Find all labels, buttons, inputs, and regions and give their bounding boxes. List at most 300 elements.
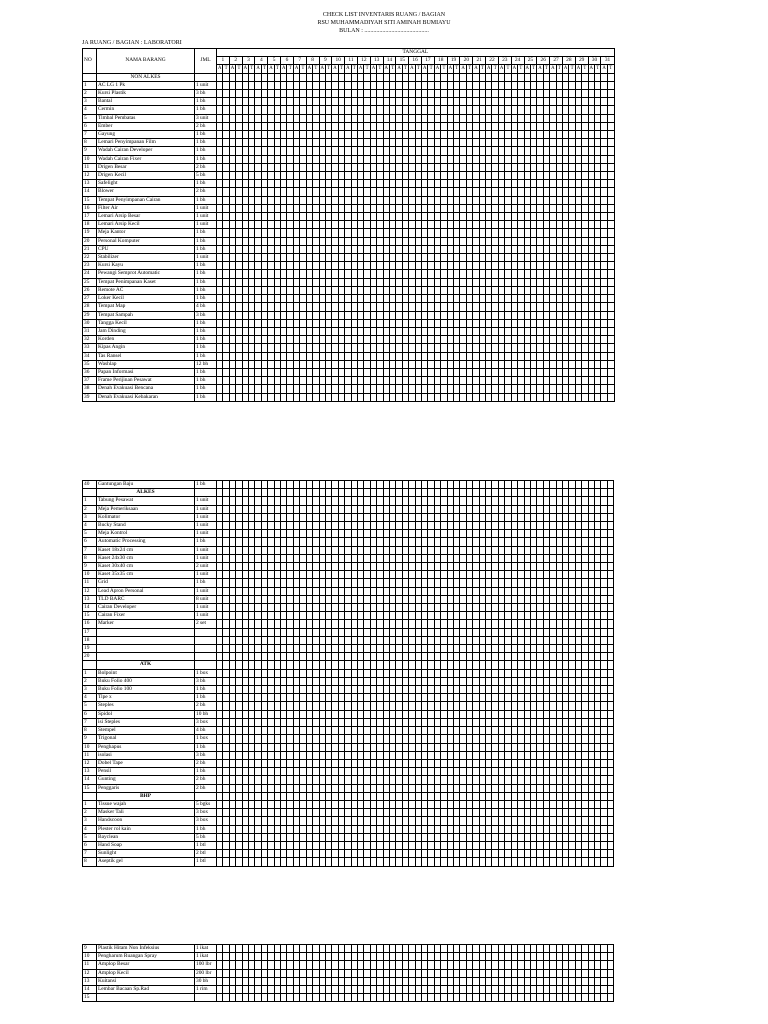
col-a-label: A	[282, 66, 286, 72]
item-qty: 1 unit	[195, 612, 217, 620]
col-t-label: T	[275, 66, 279, 72]
day-number: 3	[242, 57, 255, 65]
item-name: Stempel	[97, 727, 195, 735]
item-row	[83, 163, 615, 171]
item-name: Drigen Besar	[97, 163, 195, 171]
item-qty: 1 bh	[195, 180, 217, 188]
col-t-label: T	[596, 66, 600, 72]
item-name: Pewangi Semprot Automatic	[97, 270, 195, 278]
item-name	[97, 645, 195, 653]
check-cell[interactable]	[607, 620, 613, 628]
item-qty: 2 bh	[195, 163, 217, 171]
item-no: 11	[83, 163, 97, 171]
item-qty: 1 box	[195, 669, 217, 677]
check-cell[interactable]	[607, 213, 614, 221]
item-name	[97, 636, 195, 644]
item-qty: 3 bh	[195, 751, 217, 759]
item-no: 9	[83, 147, 97, 155]
check-cell[interactable]	[607, 710, 613, 718]
col-tanggal-header: TANGGAL	[217, 49, 615, 57]
item-row	[83, 595, 614, 603]
item-qty: 1 unit	[195, 587, 217, 595]
item-no: 6	[83, 122, 97, 130]
check-cell[interactable]	[607, 393, 614, 401]
item-name: Meja Pemeriksaan	[97, 505, 195, 513]
item-name: Kaset 18x24 cm	[97, 546, 195, 554]
check-cell[interactable]	[607, 286, 614, 294]
check-cell[interactable]	[607, 303, 614, 311]
item-row	[83, 554, 614, 562]
item-qty: 1 bh	[195, 352, 217, 360]
check-cell[interactable]	[607, 147, 614, 155]
item-no: 3	[83, 98, 97, 106]
section-qty-cell	[195, 661, 217, 669]
item-qty: 2 unit	[195, 563, 217, 571]
item-qty: 1 bh	[195, 393, 217, 401]
item-qty: 2 bh	[195, 122, 217, 130]
col-a-label: A	[525, 66, 529, 72]
check-cell[interactable]	[607, 221, 614, 229]
section-row	[83, 73, 615, 81]
item-name: Kolimator	[97, 513, 195, 521]
col-no-header: NO	[83, 49, 97, 74]
check-cell[interactable]	[607, 98, 614, 106]
item-qty: 1 unit	[195, 604, 217, 612]
check-cell[interactable]	[607, 278, 614, 286]
check-cell[interactable]	[607, 131, 614, 139]
item-row	[83, 587, 614, 595]
item-qty: 3 bh	[195, 677, 217, 685]
section-no-cell	[83, 489, 97, 497]
item-no: 19	[83, 229, 97, 237]
item-name: Bucky Stand	[97, 522, 195, 530]
item-name: Kaset 35x35 cm	[97, 571, 195, 579]
item-row	[83, 546, 614, 554]
check-cell[interactable]	[607, 727, 613, 735]
col-a-label: A	[487, 66, 491, 72]
col-t-label: T	[404, 66, 407, 72]
check-cell[interactable]	[607, 163, 614, 171]
item-no: 20	[83, 237, 97, 245]
check-cell[interactable]	[607, 368, 614, 376]
item-no: 29	[83, 311, 97, 319]
item-no: 24	[83, 270, 97, 278]
col-a-label: A	[499, 66, 504, 72]
check-cell[interactable]	[607, 245, 614, 253]
check-cell[interactable]	[607, 114, 614, 122]
item-name: Drigen Kecil	[97, 172, 195, 180]
section-row	[83, 661, 614, 669]
item-row	[83, 229, 615, 237]
item-name: Marker	[97, 620, 195, 628]
item-no: 1	[83, 497, 97, 505]
col-t-label: T	[378, 66, 382, 72]
col-t-label: T	[224, 66, 228, 72]
check-cell[interactable]	[607, 155, 614, 163]
item-no: 4	[83, 106, 97, 114]
item-qty: 1 bh	[195, 686, 217, 694]
item-qty: 1 bh	[195, 336, 217, 344]
check-cell[interactable]	[607, 254, 614, 262]
item-row	[83, 563, 614, 571]
item-row	[83, 751, 614, 759]
item-no: 37	[83, 377, 97, 385]
item-row	[83, 710, 614, 718]
check-cell[interactable]	[607, 489, 613, 497]
item-no: 39	[83, 393, 97, 401]
item-row	[83, 114, 615, 122]
item-no: 20	[83, 653, 97, 661]
item-qty: 1 box	[195, 735, 217, 743]
col-a-label: A	[371, 66, 376, 72]
item-qty: 1 bh	[195, 743, 217, 751]
item-row	[83, 530, 614, 538]
col-t-label: T	[519, 66, 523, 72]
check-cell[interactable]	[607, 530, 613, 538]
item-row	[83, 245, 615, 253]
item-row	[83, 645, 614, 653]
check-cell[interactable]	[607, 360, 614, 368]
item-qty: 1 bh	[195, 139, 217, 147]
item-no: 6	[83, 538, 97, 546]
item-name: Meja Kontrol	[97, 530, 195, 538]
check-cell[interactable]	[607, 262, 614, 270]
item-no: 14	[83, 188, 97, 196]
item-row	[83, 188, 615, 196]
item-no: 2	[83, 90, 97, 98]
check-cell[interactable]	[607, 686, 613, 694]
col-a-label: A	[243, 66, 248, 72]
col-a-label: A	[217, 66, 222, 72]
item-no: 33	[83, 344, 97, 352]
item-row	[83, 481, 614, 489]
item-qty: 2 bh	[195, 188, 217, 196]
check-cell[interactable]	[607, 702, 613, 710]
col-a-label: A	[294, 66, 299, 72]
check-cell[interactable]	[607, 735, 613, 743]
check-cell[interactable]	[607, 188, 614, 196]
item-qty: 1 unit	[195, 221, 217, 229]
item-row	[83, 213, 615, 221]
item-name: Tempat Penyimpanan Cairan	[97, 196, 195, 204]
item-name: Cairan Developer	[97, 604, 195, 612]
item-no: 12	[83, 587, 97, 595]
item-qty: 3 box	[195, 718, 217, 726]
day-number: 27	[550, 57, 563, 65]
item-name: isolasi	[97, 751, 195, 759]
item-row	[83, 147, 615, 155]
day-number: 14	[383, 57, 396, 65]
day-number: 26	[537, 57, 550, 65]
check-cell[interactable]	[607, 653, 613, 661]
item-name: Spidol	[97, 710, 195, 718]
item-qty: 1 bh	[195, 237, 217, 245]
col-a-label: A	[602, 66, 606, 72]
item-name: Tangga Kecil	[97, 319, 195, 327]
col-a-label: A	[512, 66, 517, 72]
check-cell[interactable]	[607, 196, 614, 204]
item-row	[83, 694, 614, 702]
item-no: 38	[83, 385, 97, 393]
section-no-cell	[83, 661, 97, 669]
check-cell[interactable]	[607, 743, 613, 751]
check-cell[interactable]	[607, 661, 613, 669]
item-qty: 1 bh	[195, 385, 217, 393]
item-qty: 1 bh	[195, 538, 217, 546]
section-no-cell	[83, 73, 97, 81]
check-cell[interactable]	[607, 122, 614, 130]
col-t-label: T	[339, 66, 343, 72]
check-cell[interactable]	[607, 270, 614, 278]
check-cell[interactable]	[607, 229, 614, 237]
item-row	[83, 172, 615, 180]
item-name: Kursi Kayu	[97, 262, 195, 270]
item-qty: 2 bh	[195, 702, 217, 710]
check-cell[interactable]	[607, 522, 613, 530]
item-qty: 1 bh	[195, 262, 217, 270]
check-cell[interactable]	[607, 352, 614, 360]
header-row	[83, 49, 615, 57]
col-t-label: T	[493, 66, 497, 72]
check-cell[interactable]	[607, 645, 613, 653]
check-cell[interactable]	[607, 377, 614, 385]
item-name: Lemari Arsip Besar	[97, 213, 195, 221]
col-t-label: T	[532, 66, 536, 72]
item-row	[83, 352, 615, 360]
check-cell[interactable]	[607, 106, 614, 114]
day-number: 12	[357, 57, 370, 65]
check-cell[interactable]	[607, 73, 614, 81]
item-no: 32	[83, 336, 97, 344]
check-cell[interactable]	[607, 604, 613, 612]
item-name: Lemari Arsip Kecil	[97, 221, 195, 229]
item-no: 5	[83, 530, 97, 538]
item-no: 9	[83, 735, 97, 743]
check-cell[interactable]	[607, 587, 613, 595]
item-qty: 1 bh	[195, 131, 217, 139]
unit-label: JA RUANG / BAGIAN : LABORATORI	[82, 40, 182, 46]
day-number: 16	[409, 57, 422, 65]
item-qty: 2 bh	[195, 759, 217, 767]
item-no: 13	[83, 180, 97, 188]
check-cell[interactable]	[607, 319, 614, 327]
item-name: Blower	[97, 188, 195, 196]
item-qty: 1 unit	[195, 522, 217, 530]
item-qty: 1 bh	[195, 106, 217, 114]
item-row	[83, 513, 614, 521]
item-row	[83, 344, 615, 352]
day-number: 19	[447, 57, 460, 65]
day-number: 23	[498, 57, 511, 65]
check-cell[interactable]	[607, 180, 614, 188]
col-t-label: T	[416, 66, 420, 72]
check-cell[interactable]	[607, 505, 613, 513]
check-cell[interactable]	[607, 751, 613, 759]
check-cell[interactable]	[607, 554, 613, 562]
col-t-label: T	[327, 66, 331, 72]
item-no: 12	[83, 172, 97, 180]
item-no: 35	[83, 360, 97, 368]
check-cell[interactable]	[607, 563, 613, 571]
check-cell[interactable]	[607, 628, 613, 636]
section-qty-cell	[195, 489, 217, 497]
col-t-label: T	[429, 66, 433, 72]
check-cell[interactable]	[607, 204, 614, 212]
item-qty	[195, 636, 217, 644]
item-row	[83, 612, 614, 620]
col-t-label: T	[609, 66, 613, 72]
check-cell[interactable]	[607, 172, 614, 180]
col-a-label: A	[551, 66, 555, 72]
col-a-label: A	[397, 66, 401, 72]
item-row	[83, 686, 614, 694]
item-qty: 1 bh	[195, 147, 217, 155]
item-row	[83, 131, 615, 139]
item-qty: 1 unit	[195, 554, 217, 562]
item-row	[83, 254, 615, 262]
col-a-label: A	[576, 66, 581, 72]
check-cell[interactable]	[607, 538, 613, 546]
item-qty: 1 bh	[195, 694, 217, 702]
item-row	[83, 106, 615, 114]
col-t-label: T	[391, 66, 395, 72]
item-qty: 1 bh	[195, 270, 217, 278]
item-no: 40	[83, 481, 97, 489]
item-name: Safelight	[97, 180, 195, 188]
item-name: Tempat Sampah	[97, 311, 195, 319]
item-name: Remote AC	[97, 286, 195, 294]
day-number: 28	[562, 57, 575, 65]
item-no: 19	[83, 645, 97, 653]
item-name: Denah Evakuasi Kebakaran	[97, 393, 195, 401]
item-name: Automatic Processing	[97, 538, 195, 546]
item-no: 5	[83, 114, 97, 122]
check-cell[interactable]	[607, 669, 613, 677]
section-qty-cell	[195, 73, 217, 81]
item-qty	[195, 628, 217, 636]
col-t-label: T	[557, 66, 561, 72]
check-cell[interactable]	[607, 311, 614, 319]
item-row	[83, 604, 614, 612]
day-number: 10	[332, 57, 345, 65]
item-row	[83, 336, 615, 344]
item-no: 11	[83, 751, 97, 759]
check-cell[interactable]	[607, 81, 614, 89]
hospital-name: RSU MUHAMMADIYAH SITI AMINAH BUMIAYU	[317, 20, 451, 26]
check-cell[interactable]	[607, 546, 613, 554]
item-row	[83, 368, 615, 376]
check-cell[interactable]	[607, 595, 613, 603]
item-name: Grid	[97, 579, 195, 587]
day-number: 24	[511, 57, 524, 65]
check-cell[interactable]	[607, 327, 614, 335]
item-qty: 1 bh	[195, 344, 217, 352]
item-no: 36	[83, 368, 97, 376]
item-no: 2	[83, 505, 97, 513]
item-row	[83, 311, 615, 319]
col-a-label: A	[474, 66, 478, 72]
item-qty: 1 unit	[195, 530, 217, 538]
item-no: 10	[83, 155, 97, 163]
item-row	[83, 98, 615, 106]
inventory-table-part-1	[82, 48, 615, 402]
item-row	[83, 139, 615, 147]
item-no: 16	[83, 620, 97, 628]
item-qty: 5 bh	[195, 172, 217, 180]
item-no: 16	[83, 204, 97, 212]
check-cell[interactable]	[607, 237, 614, 245]
item-no: 17	[83, 213, 97, 221]
col-a-label: A	[333, 66, 337, 72]
col-t-label: T	[352, 66, 356, 72]
check-cell[interactable]	[607, 90, 614, 98]
item-row	[83, 303, 615, 311]
item-no: 8	[83, 554, 97, 562]
check-cell[interactable]	[607, 295, 614, 303]
item-qty: 1 bh	[195, 579, 217, 587]
item-no: 7	[83, 546, 97, 554]
item-name	[97, 653, 195, 661]
item-row	[83, 286, 615, 294]
col-a-label: A	[538, 66, 542, 72]
item-qty: 1 bh	[195, 377, 217, 385]
item-no: 34	[83, 352, 97, 360]
check-cell[interactable]	[607, 481, 613, 489]
item-row	[83, 155, 615, 163]
check-cell[interactable]	[607, 694, 613, 702]
day-number: 4	[255, 57, 268, 65]
check-cell[interactable]	[607, 612, 613, 620]
col-name-header: NAMA BARANG	[97, 49, 195, 74]
check-cell[interactable]	[607, 718, 613, 726]
item-name: Ember	[97, 122, 195, 130]
item-qty	[195, 645, 217, 653]
item-row	[83, 122, 615, 130]
check-cell[interactable]	[607, 513, 613, 521]
item-no: 2	[83, 677, 97, 685]
item-row	[83, 90, 615, 98]
check-cell[interactable]	[607, 336, 614, 344]
check-cell[interactable]	[607, 385, 614, 393]
check-cell[interactable]	[607, 636, 613, 644]
day-number: 6	[281, 57, 294, 65]
check-cell[interactable]	[607, 579, 613, 587]
item-row	[83, 727, 614, 735]
col-a-label: A	[358, 66, 363, 72]
check-cell[interactable]	[607, 497, 613, 505]
item-no: 4	[83, 694, 97, 702]
item-name	[97, 628, 195, 636]
item-no: 6	[83, 710, 97, 718]
check-cell[interactable]	[607, 344, 614, 352]
check-cell[interactable]	[607, 677, 613, 685]
item-qty: 1 bh	[195, 286, 217, 294]
item-qty: 1 unit	[195, 254, 217, 262]
item-qty	[195, 653, 217, 661]
item-row	[83, 743, 614, 751]
item-qty: 1 bh	[195, 319, 217, 327]
day-number: 21	[473, 57, 486, 65]
check-cell[interactable]	[607, 139, 614, 147]
col-a-label: A	[269, 66, 273, 72]
item-qty: 3 bh	[195, 90, 217, 98]
col-a-label: A	[448, 66, 453, 72]
day-number: 8	[306, 57, 319, 65]
item-qty: 10 bh	[195, 710, 217, 718]
item-row	[83, 669, 614, 677]
check-cell[interactable]	[607, 571, 613, 579]
item-name: Wadah Cairan Developer	[97, 147, 195, 155]
